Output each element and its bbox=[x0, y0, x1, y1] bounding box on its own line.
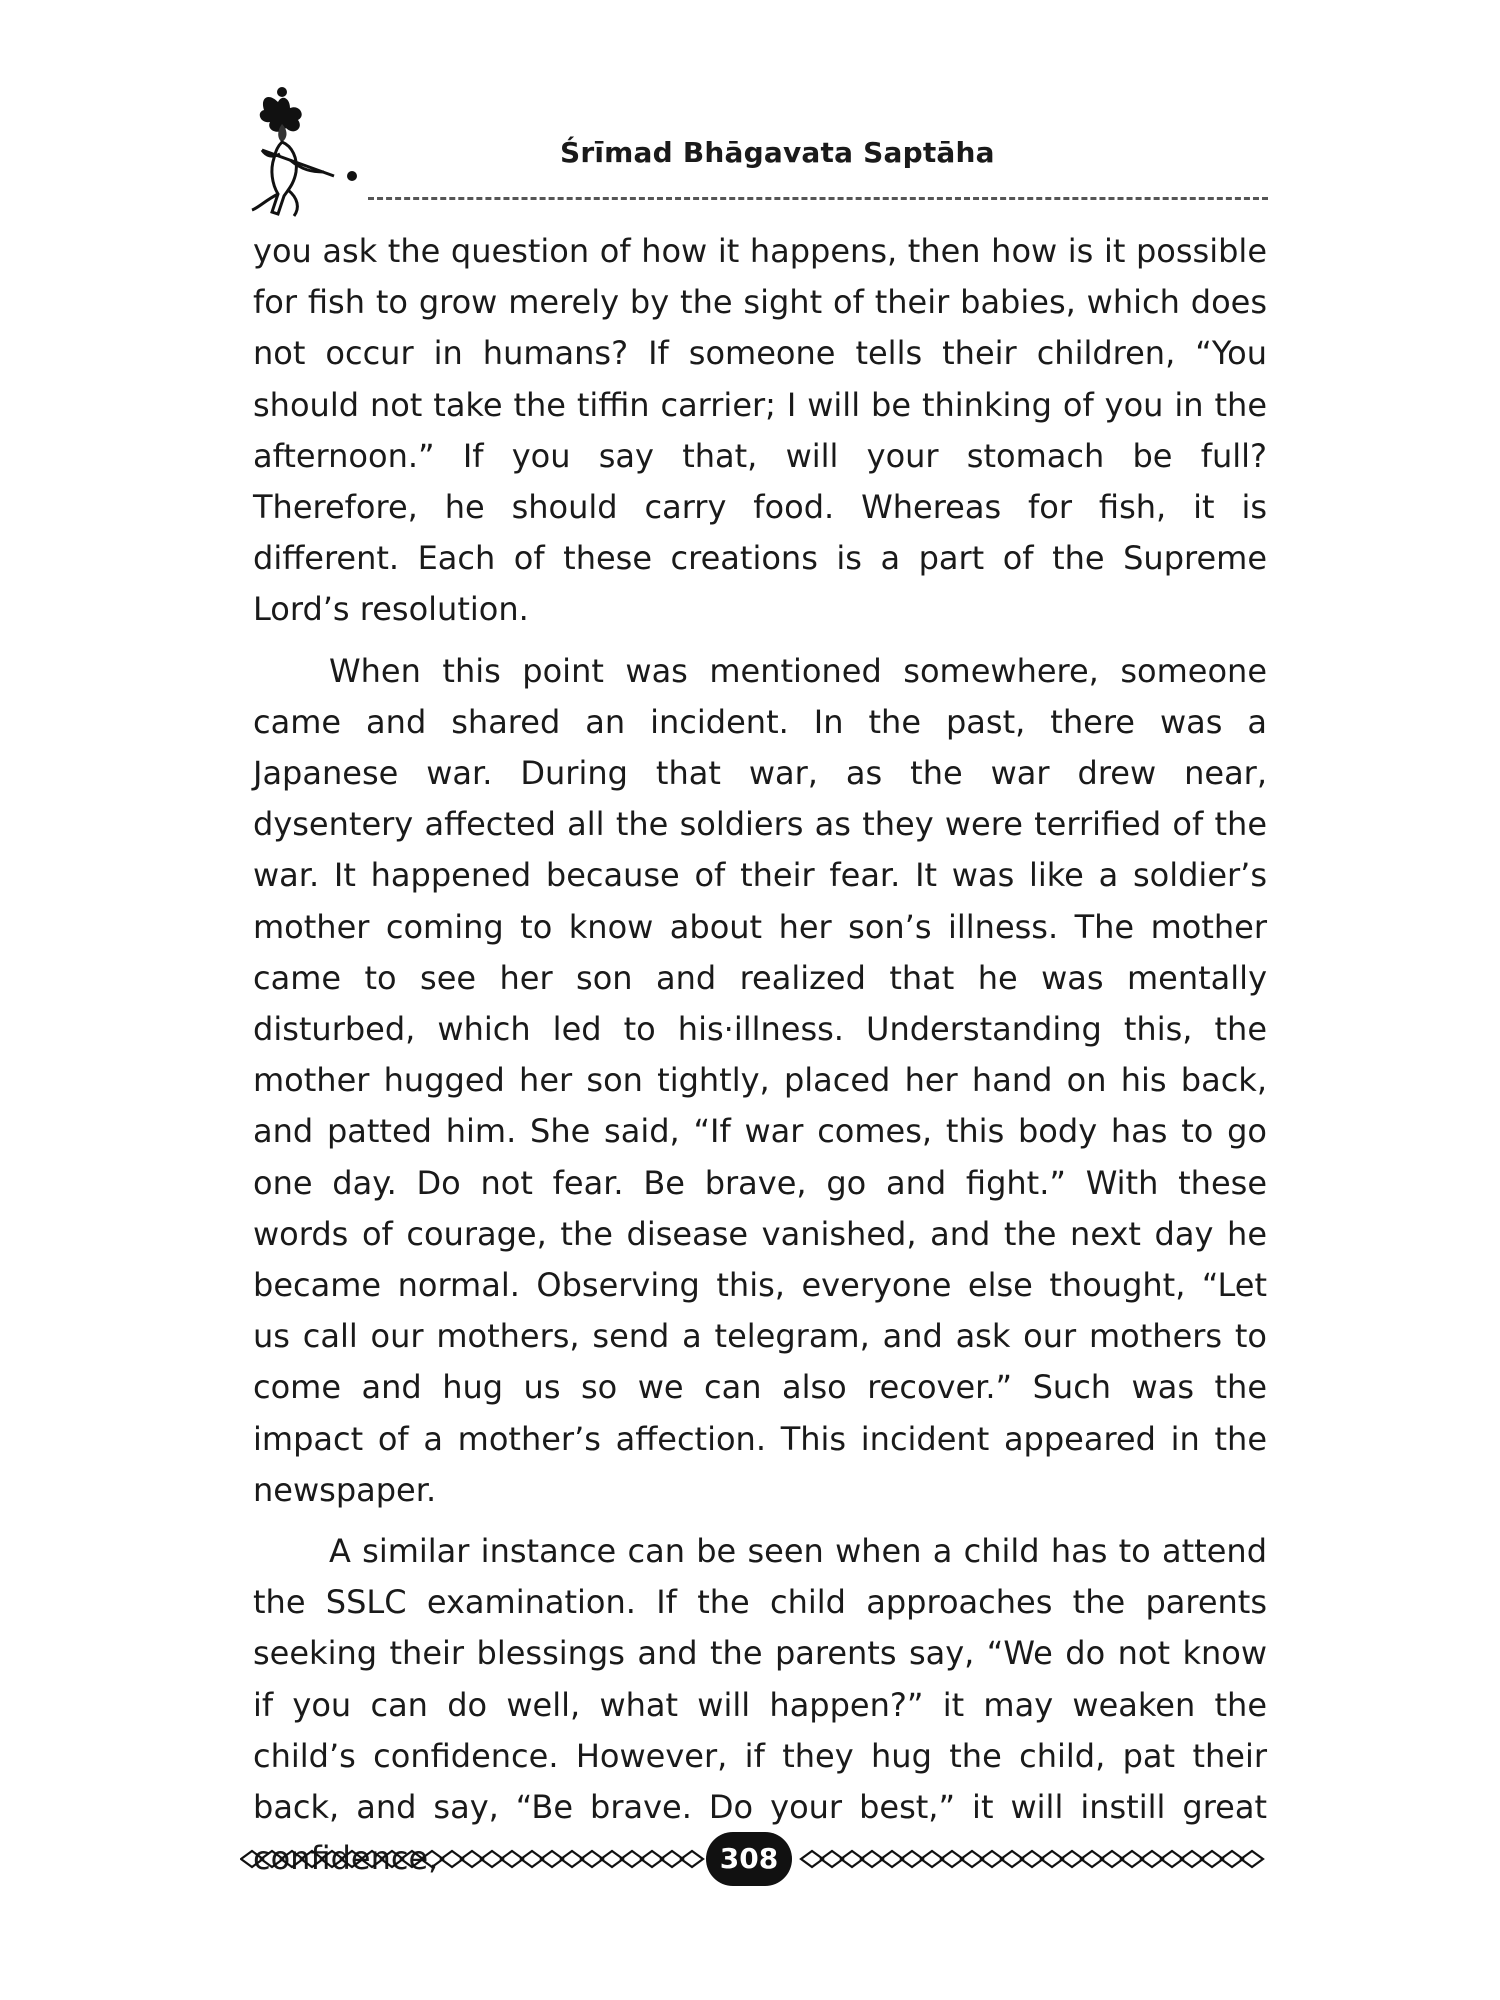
running-header-title: Śrīmad Bhāgavata Saptāha bbox=[560, 136, 995, 169]
page-number: 308 bbox=[706, 1832, 792, 1886]
paragraph-continued: you ask the question of how it happens, then how is it possible for fish to grow merely by the sight of their babies, which does not occur in humans? If someone tells their children, “You should not take the tiffin carrier; I will be thinking of you in the afternoon.” If you say that, will your stomach be full? Therefore, he should carry food. Whereas for fish, it is different. Each of these creations is a part of the Supreme Lord’s resolution. bbox=[253, 232, 1267, 629]
header-divider bbox=[368, 197, 1268, 200]
krishna-with-flute-icon bbox=[238, 84, 378, 224]
paragraph-japanese-war: When this point was mentioned somewhere, someone came and shared an incident. In the past, there was a Japanese war. During that war, as the war drew near, dysentery affected all the soldiers as they were terrified of the war. It happened because of their fear. It was like a soldier’s mother coming to know about her son’s illness. The mother came to see her son and realized that he was mentally disturbed, which led to his·illness. Understanding this, the mother hugged her son tightly, placed her hand on his back, and patted him. She said, “If war comes, this body has to go one day. Do not fear. Be brave, go and fight.” With these words of courage, the disease vanished, and the next day he became normal. Observing this, everyone else thought, “Let us call our mothers, send a telegram, and ask our mothers to come and hug us so we can also recover.” Such was the impact of a mother’s affection. This incident appeared in the newspaper. bbox=[253, 651, 1267, 1509]
paragraph-sslc-examination: A similar instance can be seen when a child has to attend the SSLC examination. If the child approaches the parents seeking their blessings and the parents say, “We do not know if you can do well, what will happen?” it may weaken the child’s confidence. However, if they hug the child, pat their back, and say, “Be brave. Do your best,” it will instill great confidence, bbox=[253, 1532, 1267, 1878]
page-body bbox=[253, 226, 1267, 1885]
